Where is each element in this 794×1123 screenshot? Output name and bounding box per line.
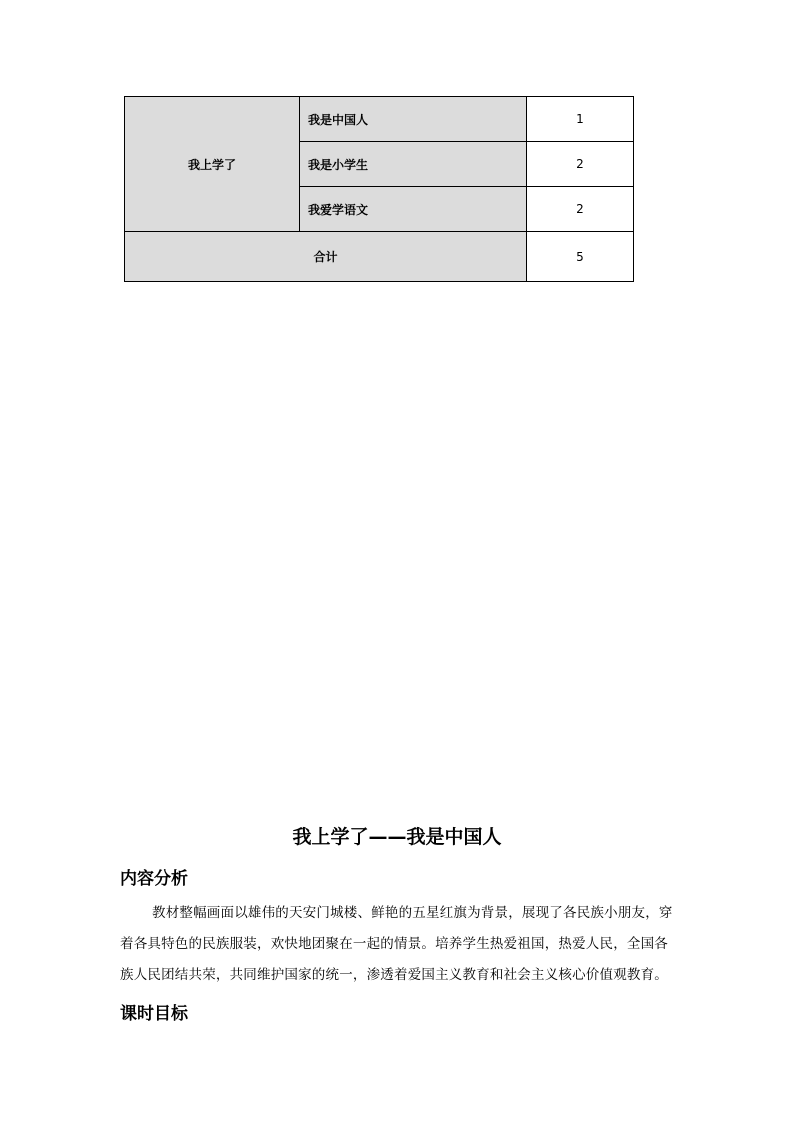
lesson-name-cell: 我是中国人 <box>300 97 527 142</box>
section-heading-lesson-goals: 课时目标 <box>120 1004 188 1024</box>
lesson-count-cell: 1 <box>527 97 634 142</box>
lesson-count-cell: 2 <box>527 187 634 232</box>
lesson-name-cell: 我爱学语文 <box>300 187 527 232</box>
table-total-row <box>125 232 634 282</box>
unit-name-cell: 我上学了 <box>125 97 300 232</box>
table-row <box>125 97 634 142</box>
content-analysis-paragraph: 教材整幅画面以雄伟的天安门城楼、鲜艳的五星红旗为背景，展现了各民族小朋友，穿着各具特色的民族服装，欢快地团聚在一起的情景。培养学生热爱祖国，热爱人民，全国各族人民团结共荣，共同维护国家的统一，渗透着爱国主义教育和社会主义核心价值观教育。 <box>120 905 673 983</box>
total-label-cell: 合计 <box>125 232 527 282</box>
section-heading-content-analysis: 内容分析 <box>120 869 188 889</box>
lesson-count-cell: 2 <box>527 142 634 187</box>
lesson-hours-table <box>124 96 634 282</box>
document-title: 我上学了——我是中国人 <box>292 826 502 848</box>
total-count-cell: 5 <box>527 232 634 282</box>
lesson-name-cell: 我是小学生 <box>300 142 527 187</box>
